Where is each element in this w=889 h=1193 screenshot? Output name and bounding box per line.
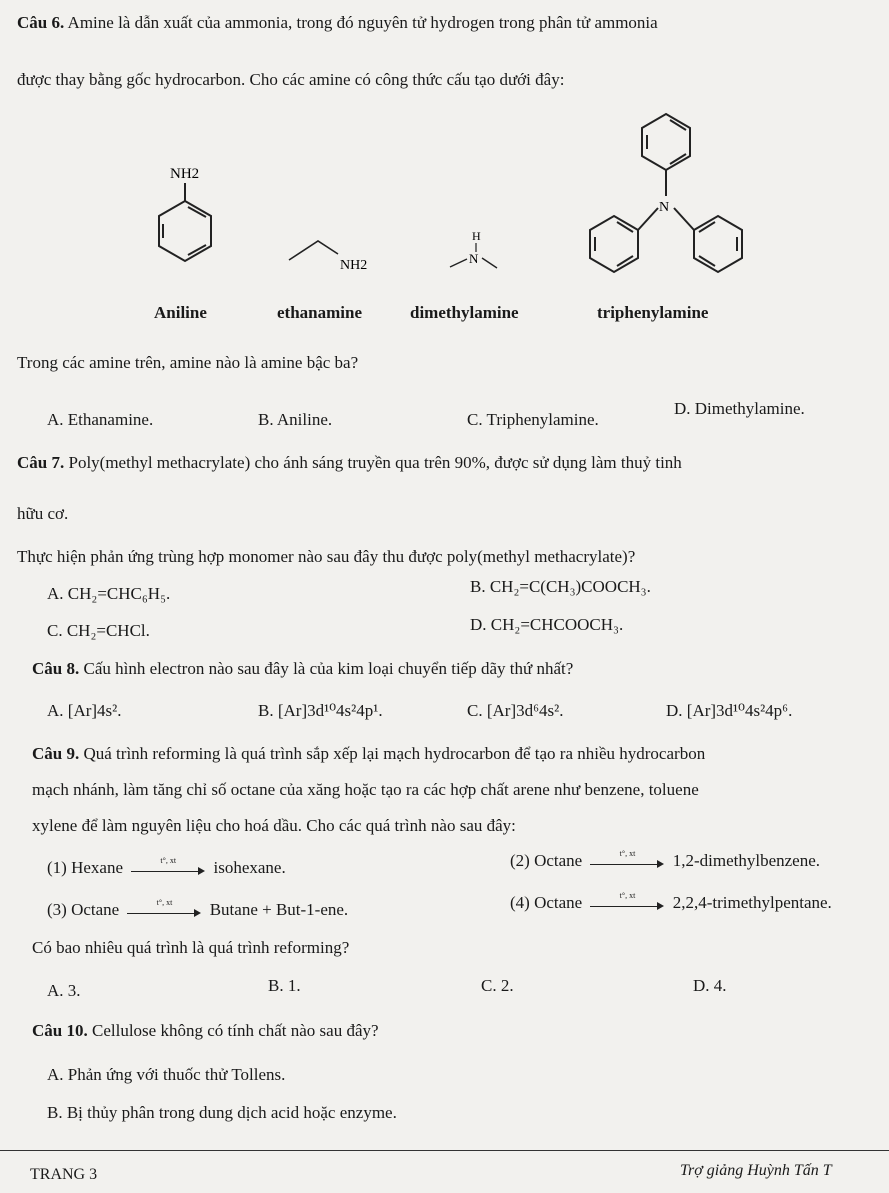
arrow-condition-label: t°, xt xyxy=(156,898,173,908)
q7-stem-text1: Poly(methyl methacrylate) cho ánh sáng truyền qua trên 90%, được sử dụng làm thuỷ tinh xyxy=(68,453,682,472)
q10-option-a[interactable]: A. Phản ứng với thuốc thử Tollens. xyxy=(47,1065,286,1084)
q9-option-b[interactable]: B. 1. xyxy=(268,976,301,995)
q10-stem xyxy=(32,1020,379,1042)
q9-process-2-product: 1,2-dimethylbenzene. xyxy=(672,851,820,870)
q6-option-d[interactable]: D. Dimethylamine. xyxy=(674,399,805,418)
triphenylamine-structure xyxy=(590,114,742,272)
q7-option-c[interactable]: C. CH₂=CHCl. xyxy=(47,621,150,640)
q8-title: Câu 8. xyxy=(32,659,80,678)
dimethylamine-n-label: N xyxy=(469,251,479,266)
q7-stem-line1 xyxy=(17,452,682,474)
q8-stem-text: Cấu hình electron nào sau đây là của kim loại chuyển tiếp dãy thứ nhất? xyxy=(83,659,574,678)
q6-stem-line1 xyxy=(17,12,658,34)
q9-question: Có bao nhiêu quá trình là quá trình reforming? xyxy=(32,938,350,957)
q10-title: Câu 10. xyxy=(32,1021,88,1040)
reaction-arrow-icon xyxy=(590,891,664,911)
q8-option-b[interactable]: B. [Ar]3d¹⁰4s²4p¹. xyxy=(258,701,383,720)
q6-option-c[interactable]: C. Triphenylamine. xyxy=(467,410,599,429)
q9-process-4-reactant: (4) Octane xyxy=(510,893,583,912)
q9-process-4 xyxy=(510,892,832,914)
q9-process-3-product: Butane + But-1-ene. xyxy=(209,900,349,919)
ethanamine-nh2-label: NH2 xyxy=(340,258,368,273)
q10-option-b[interactable]: B. Bị thủy phân trong dung dịch acid hoặc enzyme. xyxy=(47,1103,397,1122)
q9-process-2-reactant: (2) Octane xyxy=(510,851,583,870)
q7-stem-line2: hữu cơ. xyxy=(17,504,69,523)
q9-title: Câu 9. xyxy=(32,744,80,763)
arrow-condition-label: t°, xt xyxy=(619,849,636,859)
q6-option-b[interactable]: B. Aniline. xyxy=(258,410,333,429)
label-ethanamine: ethanamine xyxy=(277,303,362,322)
label-dimethylamine: dimethylamine xyxy=(410,303,519,322)
q8-stem xyxy=(32,658,573,680)
q9-process-1-product: isohexane. xyxy=(213,858,286,877)
q9-option-c[interactable]: C. 2. xyxy=(481,976,514,995)
q6-stem-text1: Amine là dẫn xuất của ammonia, trong đó nguyên tử hydrogen trong phân tử ammonia xyxy=(67,13,658,32)
footer-rule xyxy=(0,1150,889,1151)
q9-process-1-reactant: (1) Hexane xyxy=(47,858,123,877)
q9-option-a[interactable]: A. 3. xyxy=(47,981,81,1000)
q6-question: Trong các amine trên, amine nào là amine bậc ba? xyxy=(17,353,359,372)
q9-process-1 xyxy=(47,857,286,879)
arrow-condition-label: t°, xt xyxy=(160,856,177,866)
q10-stem-text: Cellulose không có tính chất nào sau đây? xyxy=(91,1021,379,1040)
q6-stem-line2: được thay bằng gốc hydrocarbon. Cho các amine có công thức cấu tạo dưới đây: xyxy=(17,70,565,89)
footer-author: Trợ giảng Huỳnh Tấn T xyxy=(680,1162,832,1179)
footer-page-number: TRANG 3 xyxy=(30,1166,98,1183)
q9-process-2 xyxy=(510,850,820,872)
q9-process-3-reactant: (3) Octane xyxy=(47,900,120,919)
q6-title: Câu 6. xyxy=(17,13,65,32)
q6-option-a[interactable]: A. Ethanamine. xyxy=(47,410,154,429)
q7-option-d[interactable]: D. CH₂=CHCOOCH₃. xyxy=(470,615,624,634)
q9-process-3 xyxy=(47,899,348,921)
reaction-arrow-icon xyxy=(127,898,201,918)
aniline-structure xyxy=(159,183,211,261)
q9-option-d[interactable]: D. 4. xyxy=(693,976,727,995)
q7-title: Câu 7. xyxy=(17,453,65,472)
q9-stem-line1 xyxy=(32,743,705,765)
q9-stem-text1: Quá trình reforming là quá trình sắp xếp lại mạch hydrocarbon để tạo ra nhiều hydrocarbon xyxy=(83,744,706,763)
aniline-nh2-label: NH2 xyxy=(170,166,200,182)
dimethylamine-h-label: H xyxy=(472,229,481,243)
q9-stem-line3: xylene để làm nguyên liệu cho hoá dầu. Cho các quá trình nào sau đây: xyxy=(32,816,516,835)
reaction-arrow-icon xyxy=(131,856,205,876)
reaction-arrow-icon xyxy=(590,849,664,869)
q8-option-d[interactable]: D. [Ar]3d¹⁰4s²4p⁶. xyxy=(666,701,793,720)
q8-option-a[interactable]: A. [Ar]4s². xyxy=(47,701,122,720)
label-aniline: Aniline xyxy=(154,303,207,322)
q7-option-a[interactable]: A. CH₂=CHC₆H₅. xyxy=(47,584,171,603)
q9-stem-line2: mạch nhánh, làm tăng chỉ số octane của xăng hoặc tạo ra các hợp chất arene như benzene, toluene xyxy=(32,780,699,799)
triphenylamine-n-label: N xyxy=(659,200,670,215)
q7-question: Thực hiện phản ứng trùng hợp monomer nào sau đây thu được poly(methyl methacrylate)? xyxy=(17,547,636,566)
q9-process-4-product: 2,2,4-trimethylpentane. xyxy=(672,893,832,912)
arrow-condition-label: t°, xt xyxy=(619,891,636,901)
ethanamine-structure xyxy=(289,241,338,260)
q8-option-c[interactable]: C. [Ar]3d⁶4s². xyxy=(467,701,564,720)
q7-option-b[interactable]: B. CH₂=C(CH₃)COOCH₃. xyxy=(470,577,651,596)
label-triphenylamine: triphenylamine xyxy=(597,303,709,322)
